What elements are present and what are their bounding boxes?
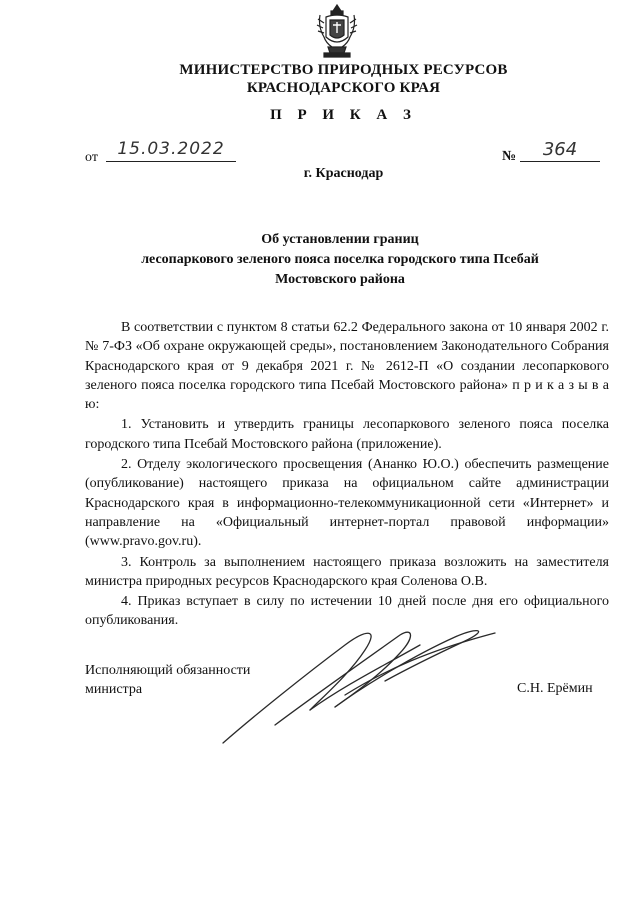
order-item-2: 2. Отделу экологического просвещения (Ананко Ю.О.) обеспечить размещение (опубликование) настоящего приказа на официальном сайте администрации Краснодарского края в информационно-телекоммуникационной сети «Интернет» и направление на «Официальный интернет-портал правовой информации» (www.pravo.gov.ru). bbox=[85, 457, 609, 550]
coat-of-arms-icon bbox=[316, 3, 358, 59]
signature-icon bbox=[215, 615, 505, 750]
position-line1: Исполняющий обязанности bbox=[85, 663, 251, 678]
document-type-title: П Р И К А З bbox=[270, 107, 417, 123]
subject-line2: лесопаркового зеленого пояса поселка городского типа Псебай bbox=[141, 252, 539, 267]
subject-line1: Об установлении границ bbox=[261, 232, 419, 247]
preamble-paragraph: В соответствии с пунктом 8 статьи 62.2 Федерального закона от 10 января 2002 г. № 7-ФЗ «Об охране окружающей среды», постановлением Законодательного Собрания Краснодарского края от 9 декабря 2021 г. № 2612-П «О создании лесопаркового зеленого пояса поселка городского типа Псебай Мостовского района» п р и к а з ы в а ю: bbox=[85, 320, 609, 413]
order-item-1: 1. Установить и утвердить границы лесопаркового зеленого пояса поселка городского типа Псебай Мостовского района (приложение). bbox=[85, 417, 609, 452]
ministry-name-line2: КРАСНОДАРСКОГО КРАЯ bbox=[246, 80, 441, 96]
issue-city: г. Краснодар bbox=[303, 166, 384, 181]
subject-line3: Мостовского района bbox=[275, 272, 405, 287]
order-subject bbox=[100, 230, 580, 290]
order-item-3: 3. Контроль за выполнением настоящего приказа возложить на заместителя министра природных ресурсов Краснодарского края Соленова О.В. bbox=[85, 554, 609, 589]
document-number: 364 bbox=[520, 139, 600, 162]
order-item-4: 4. Приказ вступает в силу по истечении 10 дней после дня его официального опубликования. bbox=[85, 594, 609, 629]
date-prefix: от bbox=[85, 150, 98, 165]
position-line2: министра bbox=[85, 682, 143, 697]
document-date: 15.03.2022 bbox=[106, 139, 236, 162]
signer-name: С.Н. Ерёмин bbox=[517, 681, 593, 696]
ministry-name-line1: МИНИСТЕРСТВО ПРИРОДНЫХ РЕСУРСОВ bbox=[179, 62, 508, 78]
number-prefix: № bbox=[502, 149, 517, 164]
order-body bbox=[85, 318, 609, 631]
